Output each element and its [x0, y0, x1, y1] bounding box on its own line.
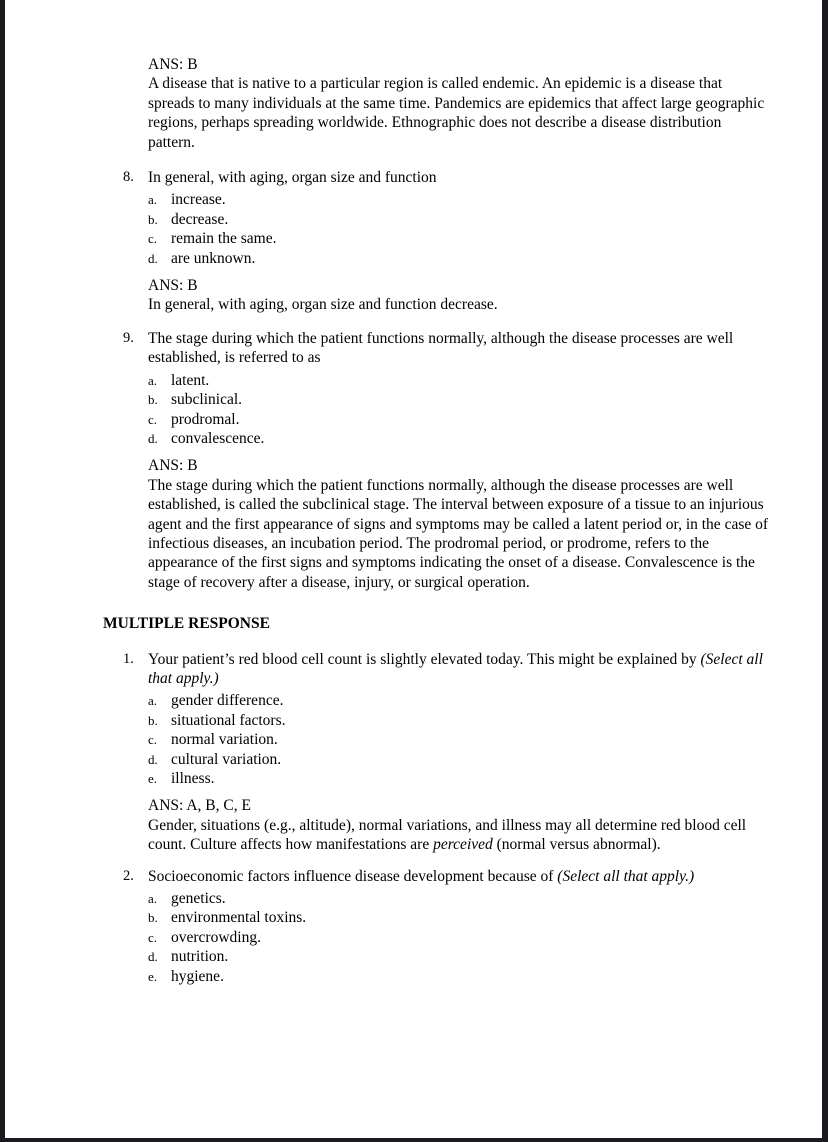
answer-block: [148, 55, 770, 152]
options-list: [148, 889, 770, 986]
answer-rationale: The stage during which the patient functions normally, although the disease processes are well established, is called the subclinical stage. The interval between exposure of a tissue to an injurious agent and the first appearance of signs and symptoms may be called a latent period or, in the case of infectious diseases, an incubation period. The prodromal period, or prodrome, refers to the appearance of the first signs and symptoms indicating the onset of a disease. Convalescence is the stage of recovery after a disease, injury, or surgical operation.: [148, 476, 769, 591]
answer-label: ANS: A, B, C, E: [148, 797, 251, 815]
option-row: [148, 229, 770, 248]
option-row: [148, 410, 770, 429]
option-text: environmental toxins.: [171, 909, 307, 927]
option-row: [148, 249, 770, 268]
option-row: [148, 711, 770, 730]
answer-rationale: A disease that is native to a particular region is called endemic. An epidemic is a disease that spreads to many individuals at the same time. Pandemics are epidemics that affect large geographic regions, perhaps spreading worldwide. Ethnographic does not describe a disease distribution pattern.: [148, 75, 765, 151]
question-stem: [148, 867, 770, 886]
question-stem: In general, with aging, organ size and function: [148, 169, 437, 187]
option-letter: e.: [148, 968, 158, 984]
option-letter: c.: [148, 231, 158, 247]
option-letter: b.: [148, 712, 158, 728]
option-text: normal variation.: [171, 731, 278, 749]
option-letter: a.: [148, 372, 158, 388]
option-letter: b.: [148, 392, 158, 408]
option-letter: d.: [148, 430, 158, 446]
option-letter: d.: [148, 250, 158, 266]
answer-block: [148, 796, 770, 854]
rationale-italic-word: perceived: [433, 836, 493, 854]
section-heading: MULTIPLE RESPONSE: [103, 615, 270, 633]
answer-rationale: In general, with aging, organ size and function decrease.: [148, 296, 498, 314]
option-text: latent.: [171, 371, 210, 389]
question-stem-text: Your patient’s red blood cell count is slightly elevated today. This might be explained by: [148, 650, 701, 668]
option-letter: c.: [148, 411, 158, 427]
option-text: gender difference.: [171, 692, 284, 710]
option-letter: b.: [148, 910, 158, 926]
question-block-9: [123, 329, 770, 592]
option-text: prodromal.: [171, 410, 240, 428]
option-row: [148, 691, 770, 710]
option-row: [148, 947, 770, 966]
option-letter: b.: [148, 211, 158, 227]
option-text: remain the same.: [171, 230, 277, 248]
option-letter: c.: [148, 929, 158, 945]
option-text: nutrition.: [171, 948, 229, 966]
option-text: situational factors.: [171, 711, 286, 729]
option-text: subclinical.: [171, 391, 243, 409]
option-row: [148, 889, 770, 908]
question-stem: [148, 650, 770, 689]
rationale-text: Gender, situations (e.g., altitude), normal variations, and illness may all determine red blood cell count. Culture affects how manifestations are: [148, 816, 747, 854]
option-letter: d.: [148, 949, 158, 965]
answer-label: ANS: B: [148, 457, 198, 475]
answer-block: [148, 276, 770, 315]
option-row: [148, 429, 770, 448]
option-letter: c.: [148, 732, 158, 748]
option-letter: a.: [148, 192, 158, 208]
option-text: illness.: [171, 770, 215, 787]
option-row: [148, 928, 770, 947]
select-all-note: (Select all that apply.): [148, 650, 763, 687]
option-letter: a.: [148, 891, 158, 907]
option-text: are unknown.: [171, 249, 256, 267]
option-letter: a.: [148, 693, 158, 709]
question-number: 1.: [123, 650, 134, 667]
option-text: decrease.: [171, 210, 229, 228]
option-row: [148, 750, 770, 769]
option-text: hygiene.: [171, 967, 224, 985]
question-block-mr2: [123, 867, 770, 986]
option-text: genetics.: [171, 890, 226, 908]
answer-label: ANS: B: [148, 56, 198, 73]
option-row: [148, 730, 770, 749]
options-list: [148, 691, 770, 788]
question-block-8: [123, 168, 770, 315]
question-number: 2.: [123, 867, 134, 884]
option-text: overcrowding.: [171, 928, 261, 946]
option-row: [148, 769, 770, 788]
option-letter: e.: [148, 771, 158, 786]
option-row: [148, 190, 770, 209]
answer-rationale: [148, 816, 770, 855]
option-text: cultural variation.: [171, 750, 282, 768]
rationale-text: (normal versus abnormal).: [492, 836, 661, 854]
question-stem-text: Socioeconomic factors influence disease development because of: [148, 867, 558, 885]
question-stem: The stage during which the patient functions normally, although the disease processes are well established, is referred to as: [148, 329, 734, 367]
question-number: 8.: [123, 169, 134, 186]
option-row: [148, 967, 770, 986]
option-row: [148, 390, 770, 409]
page-edge-bottom: [0, 1138, 828, 1142]
option-letter: d.: [148, 751, 158, 767]
options-list: [148, 190, 770, 268]
option-row: [148, 210, 770, 229]
question-number: 9.: [123, 329, 134, 346]
options-list: [148, 371, 770, 449]
select-all-note: (Select all that apply.): [557, 867, 695, 885]
option-text: increase.: [171, 191, 226, 209]
answer-block: [148, 456, 770, 592]
option-text: convalescence.: [171, 429, 265, 447]
option-row: [148, 371, 770, 390]
answer-label: ANS: B: [148, 277, 198, 295]
question-block-mr1: [123, 650, 770, 855]
option-row: [148, 908, 770, 927]
